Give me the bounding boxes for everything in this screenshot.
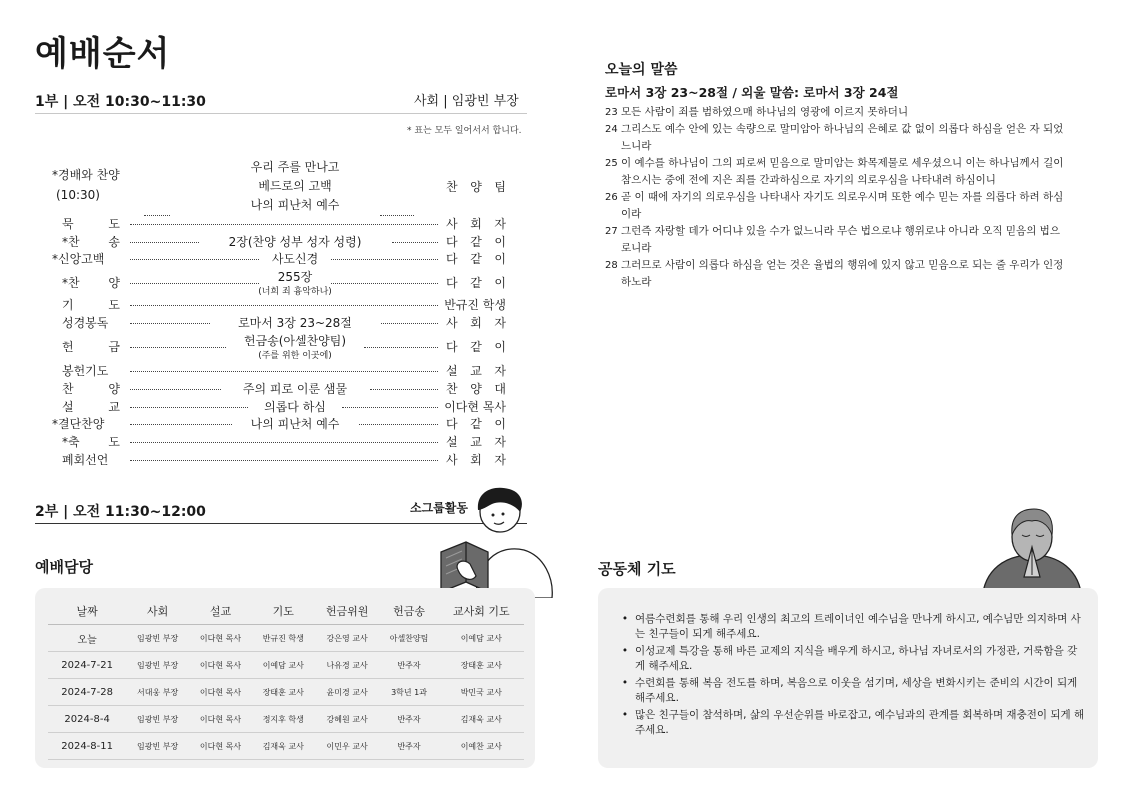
order-item-name	[62, 433, 120, 450]
order-leader-dots	[331, 283, 438, 284]
order-name-char: 교	[108, 400, 120, 414]
order-person-char: 자	[494, 364, 506, 378]
order-person-char: 같	[470, 252, 482, 266]
order-person-char: 회	[470, 316, 482, 330]
staff-section-title: 예배담당	[35, 558, 93, 576]
order-name-char: 양	[108, 276, 120, 290]
order-item-name	[62, 338, 120, 355]
order-item-name	[62, 233, 120, 250]
order-row	[50, 398, 512, 416]
order-leader-dots	[130, 442, 438, 443]
staff-cell: 임광빈 부장	[126, 625, 189, 652]
order-item-name	[62, 215, 120, 232]
order-name-char: 묵	[62, 217, 74, 231]
verse-item	[605, 257, 1065, 291]
order-row	[50, 362, 512, 380]
order-name-char: *찬	[62, 235, 80, 249]
part2-label: 2부 | 오전 11:30~12:00	[35, 504, 206, 520]
order-item-person	[446, 415, 506, 432]
scripture-verses	[605, 104, 1065, 291]
order-item-content	[190, 233, 400, 250]
verse-text: 그런즉 자랑할 데가 어디냐 있을 수가 없느니라 무슨 법으로냐 행위로냐 아니라 오직 믿음의 법으로니라	[621, 225, 1060, 254]
order-content-text: 사도신경	[271, 252, 319, 266]
staff-row	[48, 652, 524, 679]
verse-number: 28	[605, 260, 618, 271]
order-name-char: *축	[62, 435, 80, 449]
order-person-char: 다	[446, 252, 458, 266]
verse-text: 그러므로 사람이 의롭다 하심을 얻는 것은 율법의 행위에 있지 않고 믿음으로 되는 줄 우리가 인정하노라	[621, 259, 1064, 288]
staff-cell: 강혜원 교사	[315, 706, 380, 733]
bullet-icon: •	[621, 709, 629, 721]
order-person-char: 회	[470, 453, 482, 467]
order-name-char: 찬	[62, 382, 74, 396]
order-person-char: 자	[494, 435, 506, 449]
order-person-char: 찬	[446, 382, 458, 396]
order-person-char: 회	[470, 217, 482, 231]
staff-table	[48, 598, 524, 760]
staff-cell: 이예찬 교사	[439, 733, 524, 760]
reading-person-illustration	[436, 482, 556, 598]
bullet-icon: •	[621, 677, 629, 689]
order-person-char: 양	[470, 180, 482, 194]
order-item-person	[446, 338, 506, 355]
bulletin-title: 예배순서	[35, 34, 171, 74]
prayer-text: 많은 친구들이 참석하며, 삶의 우선순위를 바로잡고, 예수님과의 관계를 회복하며 재충전이 되게 해주세요.	[635, 709, 1085, 736]
staff-date-cell: 오늘	[48, 625, 126, 652]
staff-row	[48, 679, 524, 706]
order-leader-dots	[130, 323, 210, 324]
order-person-char: 교	[470, 435, 482, 449]
order-item-person	[446, 250, 506, 267]
order-content-subtitle: (너희 죄 흉악하나)	[258, 287, 332, 297]
order-content-line: 베드로의 고백	[258, 179, 332, 193]
order-person-char: 찬	[446, 180, 458, 194]
prayer-item	[615, 644, 1085, 674]
order-item-name	[62, 296, 120, 313]
order-item-person	[446, 215, 506, 232]
staff-cell: 이예담 교사	[252, 652, 315, 679]
order-content-text: 주의 피로 이룬 샘물	[242, 382, 348, 396]
order-leader-dots	[130, 389, 221, 390]
staff-cell: 이민우 교사	[315, 733, 380, 760]
order-content-text: 헌금송(아셀찬양팀)	[243, 334, 347, 348]
verse-text: 곧 이 때에 자기의 의로우심을 나타내사 자기도 의로우시며 또한 예수 믿는 자를 의롭다 하려 하심이라	[621, 191, 1064, 220]
order-person-char: 팀	[494, 180, 506, 194]
verse-item	[605, 189, 1065, 223]
order-item-person	[446, 362, 506, 379]
order-leader-dots	[130, 424, 232, 425]
order-row	[50, 215, 512, 233]
order-item-content	[190, 314, 400, 331]
verse-number: 24	[605, 124, 618, 135]
order-person-char: 사	[446, 453, 458, 467]
order-name-char: 송	[108, 235, 120, 249]
staff-cell: 강은영 교사	[315, 625, 380, 652]
order-person-char: 다	[446, 417, 458, 431]
order-person-char: 다	[446, 340, 458, 354]
order-item-person	[446, 314, 506, 331]
order-content-text: 255장	[277, 270, 313, 284]
order-row	[50, 158, 512, 212]
verse-number: 23	[605, 107, 618, 118]
verse-text: 모든 사람이 죄를 범하였으매 하나님의 영광에 이르지 못하더니	[621, 106, 909, 118]
order-item-person	[446, 380, 506, 397]
order-name-char: 헌	[62, 340, 74, 354]
order-person-char: 같	[470, 340, 482, 354]
staff-column-header: 교사회 기도	[439, 598, 524, 625]
staff-column-header: 날짜	[48, 598, 126, 625]
staff-cell: 3학년 1과	[379, 679, 438, 706]
staff-date-cell: 2024-7-28	[48, 679, 126, 706]
order-person-char: 같	[470, 235, 482, 249]
order-leader-dots	[130, 224, 438, 225]
verse-text: 그리스도 예수 안에 있는 속량으로 말미암아 하나님의 은혜로 값 없이 의롭다 하심을 얻은 자 되었느니라	[621, 123, 1064, 152]
staff-cell: 나유경 교사	[315, 652, 380, 679]
staff-date-cell: 2024-7-21	[48, 652, 126, 679]
order-content-text: 나의 피난처 예수	[250, 417, 340, 431]
order-row	[50, 268, 512, 297]
order-row	[50, 380, 512, 398]
order-leader-dots	[130, 259, 259, 260]
order-content-text: 로마서 3장 23~28절	[238, 316, 352, 330]
order-row	[50, 332, 512, 361]
order-item-name	[62, 274, 120, 291]
order-person-char: 다	[446, 235, 458, 249]
order-row	[50, 433, 512, 451]
order-person-char: 사	[446, 217, 458, 231]
order-item-name: 봉헌기도	[62, 364, 109, 378]
order-leader-dots	[370, 389, 439, 390]
order-content-line: 우리 주를 만나고	[250, 160, 340, 174]
order-person-char: 설	[446, 435, 458, 449]
order-leader-dots	[130, 407, 248, 408]
word-section-title: 오늘의 말씀	[605, 62, 678, 78]
order-item-content	[190, 380, 400, 397]
staff-date-cell: 2024-8-4	[48, 706, 126, 733]
verse-number: 25	[605, 158, 618, 169]
staff-row	[48, 733, 524, 760]
order-person-char: 자	[494, 453, 506, 467]
staff-cell: 반주자	[379, 733, 438, 760]
order-person-char: 자	[494, 217, 506, 231]
staff-column-header: 설교	[189, 598, 252, 625]
order-person-char: 이	[494, 235, 506, 249]
order-person-char: 대	[494, 382, 506, 396]
order-item-name: *신앙고백	[52, 252, 105, 266]
order-person-char: 같	[470, 276, 482, 290]
bullet-icon: •	[621, 645, 629, 657]
order-leader-dots	[130, 371, 438, 372]
order-leader-dots	[381, 323, 439, 324]
order-content-text: 의롭다 하심	[264, 400, 326, 414]
order-item-name: 성경봉독	[62, 316, 109, 330]
staff-cell: 반주자	[379, 706, 438, 733]
staff-cell: 김재욱 교사	[439, 706, 524, 733]
part2-activity: 소그룹활동	[410, 501, 468, 515]
staff-row	[48, 706, 524, 733]
order-item-person	[446, 274, 506, 291]
order-row	[50, 250, 512, 268]
order-person-char: 교	[470, 364, 482, 378]
staff-cell: 서대웅 부장	[126, 679, 189, 706]
order-person-char: 이	[494, 340, 506, 354]
order-row	[50, 233, 512, 251]
order-person-char: 다	[446, 276, 458, 290]
prayer-text: 이성교제 특강을 통해 바른 교제의 지식을 배우게 하시고, 하나님 자녀로서의 가정관, 거룩함을 갖게 해주세요.	[635, 645, 1078, 672]
staff-cell: 아셀찬양팀	[379, 625, 438, 652]
order-item-content	[190, 158, 400, 215]
order-person-char: 이	[494, 276, 506, 290]
staff-cell: 이다현 목사	[189, 625, 252, 652]
order-leader-dots	[130, 283, 259, 284]
staff-date-cell: 2024-8-11	[48, 733, 126, 760]
verse-text: 이 예수를 하나님이 그의 피로써 믿음으로 말미암는 화목제물로 세우셨으니 이는 하나님께서 길이 참으시는 중에 전에 지은 죄를 간과하심으로 자기의 의로우심을 나타내려 하심이니	[621, 157, 1064, 186]
part1-host: 사회 | 임광빈 부장	[414, 94, 519, 109]
staff-row	[48, 625, 524, 652]
order-leader-dots	[342, 407, 438, 408]
staff-cell: 장태훈 교사	[439, 652, 524, 679]
order-item-name: 폐회선언	[62, 453, 109, 467]
order-item-person: 반규진 학생	[444, 298, 506, 312]
praying-person-illustration	[978, 505, 1086, 600]
part1-label: 1부 | 오전 10:30~11:30	[35, 94, 206, 110]
order-name-char: 도	[108, 298, 120, 312]
verse-item	[605, 223, 1065, 257]
staff-cell: 박민국 교사	[439, 679, 524, 706]
prayer-item	[615, 612, 1085, 642]
order-leader-dots	[364, 347, 438, 348]
prayer-section-title: 공동체 기도	[598, 560, 676, 578]
order-person-char: 사	[446, 316, 458, 330]
staff-cell: 장태훈 교사	[252, 679, 315, 706]
order-item-name: *결단찬양	[52, 417, 105, 431]
order-leader-dots	[130, 460, 438, 461]
standing-note: * 표는 모두 일어서서 합니다.	[407, 126, 522, 136]
order-content-subtitle: (주를 위한 이곳에)	[258, 351, 332, 361]
order-content-text: 2장(찬양 성부 성자 성령)	[228, 235, 362, 249]
order-person-char: 양	[470, 382, 482, 396]
order-row	[50, 296, 512, 314]
verse-item	[605, 121, 1065, 155]
staff-cell: 반규진 학생	[252, 625, 315, 652]
staff-cell: 이다현 목사	[189, 733, 252, 760]
staff-cell: 이예담 교사	[439, 625, 524, 652]
order-item-time: (10:30)	[56, 188, 100, 202]
order-row	[50, 314, 512, 332]
scripture-reference: 로마서 3장 23~28절 / 외울 말씀: 로마서 3장 24절	[605, 85, 899, 100]
order-row	[50, 451, 512, 469]
verse-item	[605, 104, 1065, 121]
verse-item	[605, 155, 1065, 189]
staff-column-header: 사회	[126, 598, 189, 625]
order-item-person: 이다현 목사	[444, 400, 506, 414]
order-leader-dots	[392, 242, 439, 243]
order-person-char: 자	[494, 316, 506, 330]
verse-number: 27	[605, 226, 618, 237]
staff-cell: 이다현 목사	[189, 706, 252, 733]
order-person-char: 같	[470, 417, 482, 431]
staff-column-header: 기도	[252, 598, 315, 625]
order-leader-dots	[130, 347, 226, 348]
order-name-char: 양	[108, 382, 120, 396]
prayer-item	[615, 708, 1085, 738]
staff-cell: 정지후 학생	[252, 706, 315, 733]
order-leader-dots	[130, 242, 199, 243]
staff-column-header: 헌금위원	[315, 598, 380, 625]
order-name-char: 기	[62, 298, 74, 312]
order-item-person	[446, 233, 506, 250]
order-person-char: 설	[446, 364, 458, 378]
order-leader-dots	[359, 424, 439, 425]
order-item-person	[446, 451, 506, 468]
part1-divider	[35, 113, 527, 114]
order-item-name	[62, 380, 120, 397]
verse-number: 26	[605, 192, 618, 203]
staff-column-header: 헌금송	[379, 598, 438, 625]
order-item-name	[62, 398, 120, 415]
order-name-char: 도	[108, 217, 120, 231]
staff-cell: 이다현 목사	[189, 652, 252, 679]
prayer-item	[615, 676, 1085, 706]
staff-cell: 김재욱 교사	[252, 733, 315, 760]
order-name-char: 도	[108, 435, 120, 449]
order-person-char: 이	[494, 417, 506, 431]
bullet-icon: •	[621, 613, 629, 625]
prayer-text: 수련회를 통해 복음 전도를 하며, 복음으로 이웃을 섬기며, 세상을 변화시키는 준비의 시간이 되게 해주세요.	[635, 677, 1078, 704]
staff-cell: 임광빈 부장	[126, 652, 189, 679]
order-leader-dots	[130, 305, 438, 306]
order-item-person	[446, 433, 506, 450]
order-content-line: 나의 피난처 예수	[250, 198, 340, 212]
order-row	[50, 415, 512, 433]
staff-cell: 반주자	[379, 652, 438, 679]
staff-cell: 이다현 목사	[189, 679, 252, 706]
order-person-char: 이	[494, 252, 506, 266]
prayer-text: 여름수련회를 통해 우리 인생의 최고의 트레이너인 예수님을 만나게 하시고, 예수님만 의지하며 사는 친구들이 되게 해주세요.	[635, 613, 1081, 640]
prayer-list	[615, 612, 1085, 740]
order-leader-dots	[331, 259, 438, 260]
order-item-name: *경배와 찬양	[52, 168, 120, 182]
order-item-person	[446, 178, 506, 195]
order-name-char: 설	[62, 400, 74, 414]
order-name-char: 금	[108, 340, 120, 354]
staff-cell: 윤미경 교사	[315, 679, 380, 706]
staff-cell: 임광빈 부장	[126, 733, 189, 760]
order-name-char: *찬	[62, 276, 80, 290]
staff-cell: 임광빈 부장	[126, 706, 189, 733]
